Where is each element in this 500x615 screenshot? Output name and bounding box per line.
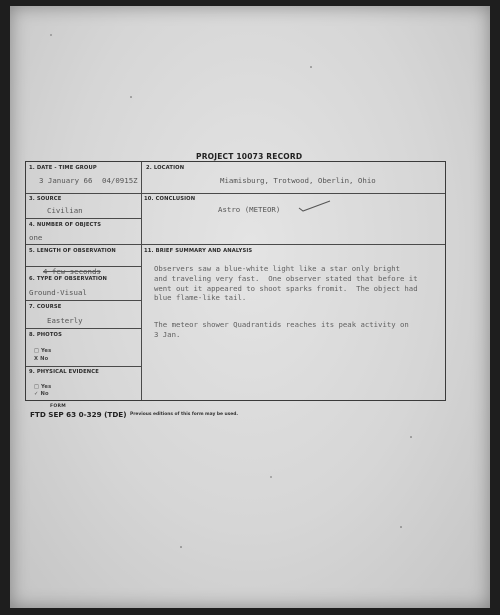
source-value: Civilian — [47, 206, 83, 215]
number-of-objects-value: one — [29, 233, 43, 242]
record-form — [25, 161, 446, 401]
photos-yes-checkbox[interactable]: □ Yes — [34, 348, 52, 354]
location-label: 2. LOCATION — [146, 165, 185, 171]
physical-evidence-label: 9. PHYSICAL EVIDENCE — [29, 369, 99, 375]
record-title: PROJECT 10073 RECORD — [196, 152, 303, 161]
type-of-observation-label: 6. TYPE OF OBSERVATION — [29, 276, 108, 282]
date-time-label: 1. DATE - TIME GROUP — [29, 165, 97, 171]
footer-note: Previous editions of this form may be used. — [130, 412, 239, 417]
conclusion-value: Astro (METEOR) — [218, 205, 281, 214]
summary-paragraph-1: Observers saw a blue-white light like a star only bright and traveling very fast. One observer stated that before it went out it appeared to shoot sparks fromit. The object had blue flame-like tail. — [154, 264, 418, 303]
photos-label: 8. PHOTOS — [29, 332, 62, 338]
footer-form-word: FORM — [50, 404, 67, 409]
length-of-observation-value: 4 few seconds — [43, 267, 101, 276]
course-value: Easterly — [47, 316, 83, 325]
check-mark-icon — [298, 199, 332, 213]
source-label: 3. SOURCE — [29, 196, 62, 202]
physical-evidence-no-checkbox[interactable]: ✓ No — [34, 391, 49, 397]
photos-no-checkbox[interactable]: X No — [34, 356, 49, 362]
course-label: 7. COURSE — [29, 304, 62, 310]
footer-form-code: FTD SEP 63 0-329 (TDE) — [30, 410, 127, 419]
summary-label: 11. BRIEF SUMMARY AND ANALYSIS — [144, 248, 253, 254]
number-of-objects-label: 4. NUMBER OF OBJECTS — [29, 222, 102, 228]
date-value: 3 January 66 — [39, 176, 93, 185]
physical-evidence-yes-checkbox[interactable]: □ Yes — [34, 384, 52, 390]
location-value: Miamisburg, Trotwood, Oberlin, Ohio — [220, 176, 376, 185]
length-of-observation-label: 5. LENGTH OF OBSERVATION — [29, 248, 116, 254]
type-of-observation-value: Ground-Visual — [29, 288, 87, 297]
time-value: 04/0915Z — [102, 176, 138, 185]
conclusion-label: 10. CONCLUSION — [144, 196, 196, 202]
summary-paragraph-2: The meteor shower Quadrantids reaches its peak activity on 3 Jan. — [154, 320, 409, 339]
